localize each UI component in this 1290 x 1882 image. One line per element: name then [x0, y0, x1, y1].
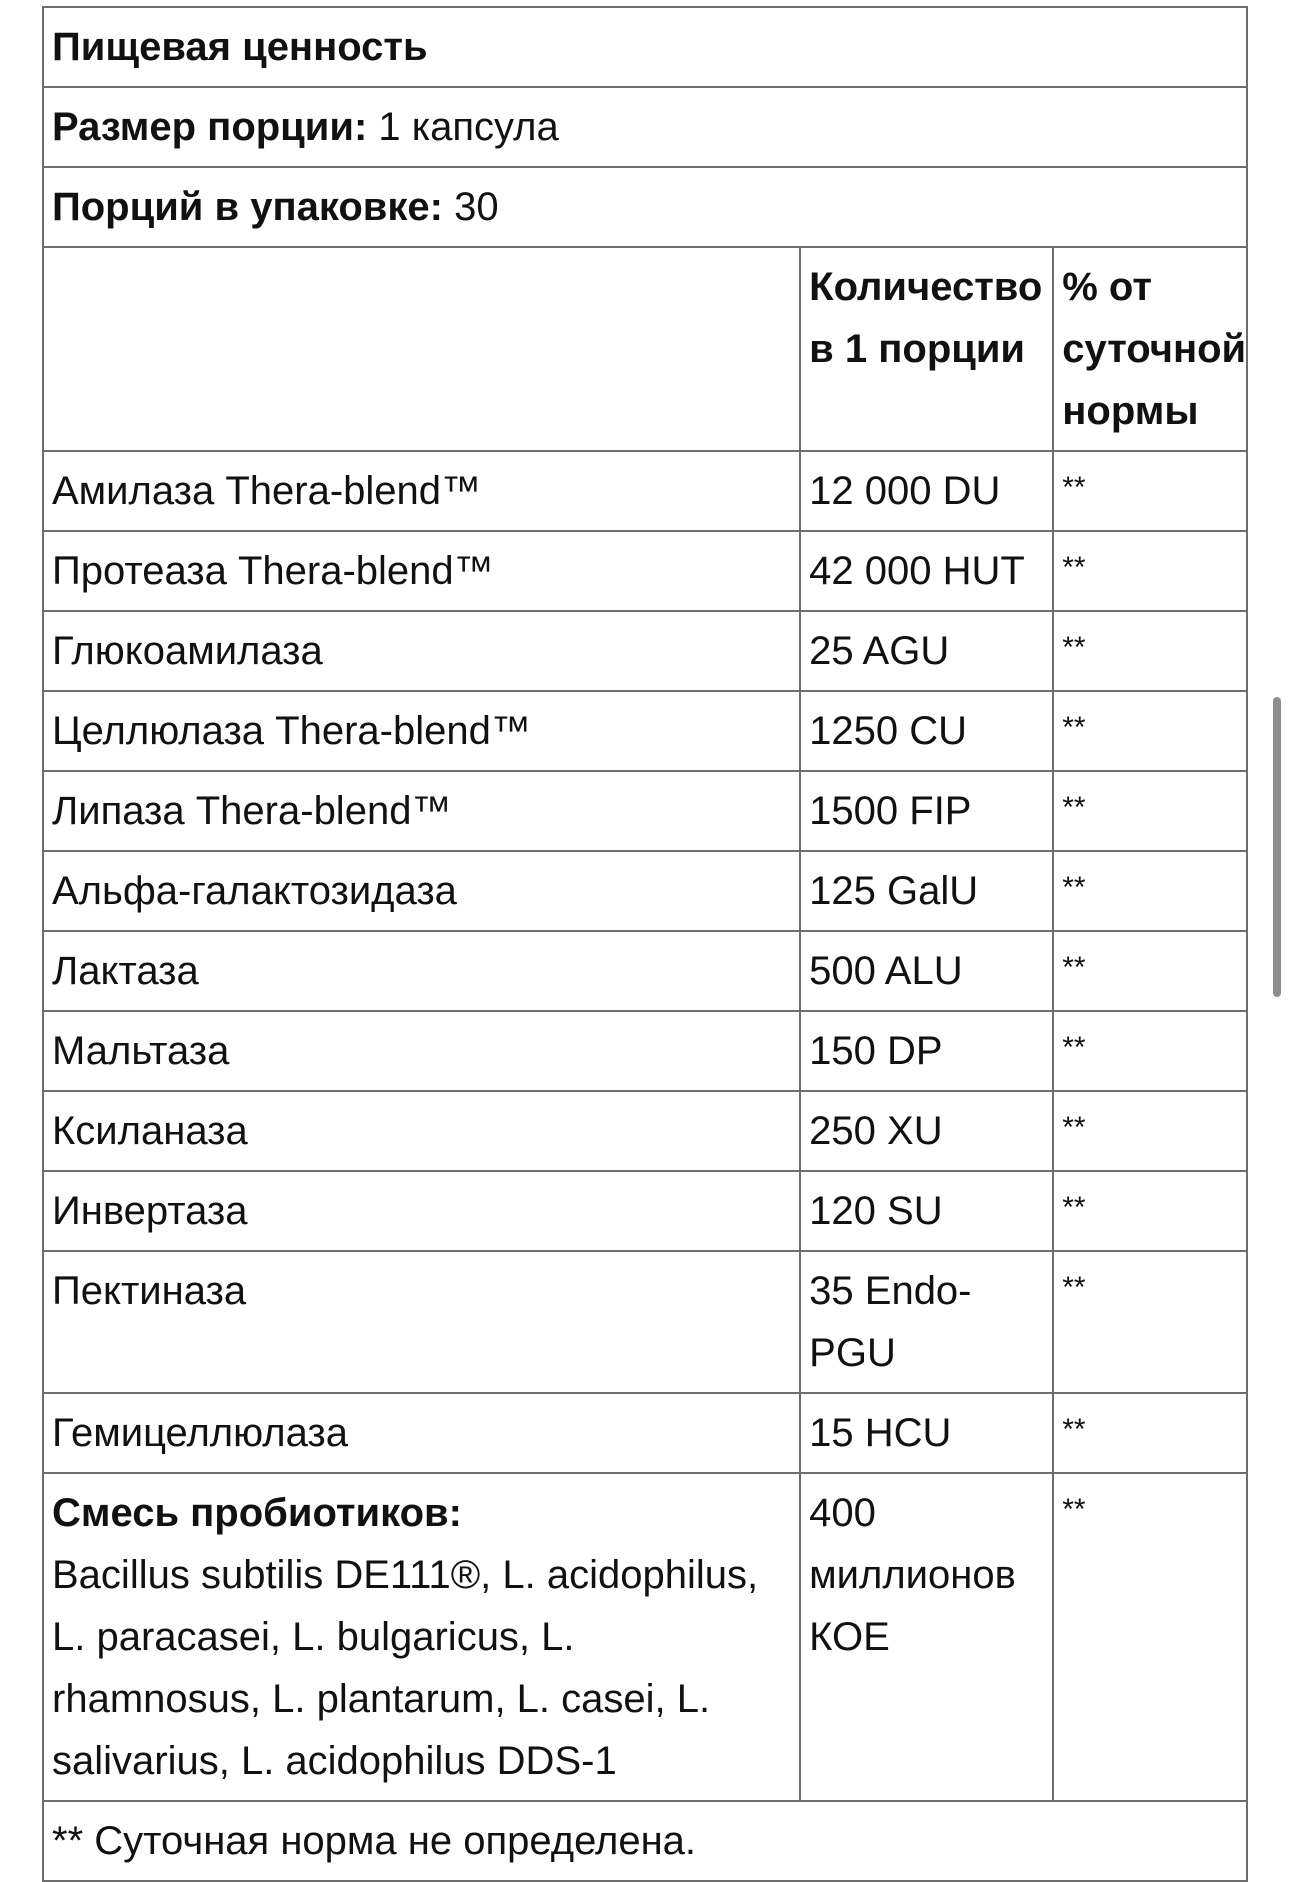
probiotic-title: Смесь пробиотиков: — [52, 1491, 462, 1535]
column-header-row — [43, 247, 1247, 451]
nutrient-name: Амилаза Thera-blend™ — [43, 451, 800, 531]
nutrient-daily-value: ** — [1053, 611, 1247, 691]
nutrient-row — [43, 771, 1247, 851]
probiotic-amount: 400 миллионов КОЕ — [800, 1473, 1053, 1801]
nutrient-name: Глюкоамилаза — [43, 611, 800, 691]
nutrient-daily-value: ** — [1053, 1393, 1247, 1473]
nutrient-name: Лактаза — [43, 931, 800, 1011]
servings-per-container-row — [43, 167, 1247, 247]
nutrient-row — [43, 611, 1247, 691]
nutrient-name: Ксиланаза — [43, 1091, 800, 1171]
nutrient-name: Мальтаза — [43, 1011, 800, 1091]
nutrient-daily-value: ** — [1053, 1171, 1247, 1251]
nutrient-name: Инвертаза — [43, 1171, 800, 1251]
probiotic-daily-value: ** — [1053, 1473, 1247, 1801]
nutrient-amount: 150 DP — [800, 1011, 1053, 1091]
nutrient-row — [43, 1011, 1247, 1091]
nutrient-amount: 42 000 HUT — [800, 531, 1053, 611]
nutrient-amount: 500 ALU — [800, 931, 1053, 1011]
probiotic-strain-list: Bacillus subtilis DE111®, L. acidophilus, L. paracasei, L. bulgaricus, L. rhamnosus, L. plantarum, L. casei, L. salivarius, L. acidophilus DDS-1 — [52, 1553, 759, 1783]
nutrient-row — [43, 931, 1247, 1011]
nutrient-name: Протеаза Thera-blend™ — [43, 531, 800, 611]
nutrient-row — [43, 1393, 1247, 1473]
nutrient-row — [43, 1091, 1247, 1171]
nutrient-name: Альфа-галактозидаза — [43, 851, 800, 931]
nutrient-name: Липаза Thera-blend™ — [43, 771, 800, 851]
nutrient-name: Гемицеллюлаза — [43, 1393, 800, 1473]
nutrient-name: Пектиназа — [43, 1251, 800, 1393]
servings-value: 30 — [454, 185, 499, 229]
panel-title: Пищевая ценность — [43, 7, 1247, 87]
nutrient-amount: 250 XU — [800, 1091, 1053, 1171]
nutrient-daily-value: ** — [1053, 451, 1247, 531]
nutrient-row — [43, 851, 1247, 931]
nutrient-rows — [43, 451, 1247, 1473]
nutrient-row — [43, 451, 1247, 531]
title-row — [43, 7, 1247, 87]
nutrient-amount: 25 AGU — [800, 611, 1053, 691]
probiotic-cell — [43, 1473, 800, 1801]
nutrient-name: Целлюлаза Thera-blend™ — [43, 691, 800, 771]
serving-size-label: Размер порции: — [52, 105, 368, 149]
nutrient-daily-value: ** — [1053, 1091, 1247, 1171]
nutrient-row — [43, 1251, 1247, 1393]
nutrient-daily-value: ** — [1053, 1011, 1247, 1091]
nutrition-facts-panel — [42, 6, 1248, 1882]
header-amount: Количество в 1 порции — [800, 247, 1053, 451]
nutrient-amount: 15 HCU — [800, 1393, 1053, 1473]
scrollbar-thumb[interactable] — [1273, 697, 1281, 997]
nutrient-row — [43, 531, 1247, 611]
nutrient-daily-value: ** — [1053, 531, 1247, 611]
serving-size-value: 1 капсула — [378, 105, 559, 149]
nutrient-amount: 125 GalU — [800, 851, 1053, 931]
nutrient-daily-value: ** — [1053, 851, 1247, 931]
footnote: ** Суточная норма не определена. — [43, 1801, 1247, 1881]
probiotic-row — [43, 1473, 1247, 1801]
nutrient-row — [43, 691, 1247, 771]
nutrient-amount: 1500 FIP — [800, 771, 1053, 851]
nutrient-amount: 120 SU — [800, 1171, 1053, 1251]
nutrient-row — [43, 1171, 1247, 1251]
header-empty-cell — [43, 247, 800, 451]
nutrient-daily-value: ** — [1053, 691, 1247, 771]
header-daily-value: % от суточной нормы — [1053, 247, 1247, 451]
nutrient-amount: 12 000 DU — [800, 451, 1053, 531]
nutrient-daily-value: ** — [1053, 931, 1247, 1011]
servings-label: Порций в упаковке: — [52, 185, 443, 229]
nutrient-amount: 1250 CU — [800, 691, 1053, 771]
nutrient-amount: 35 Endo-PGU — [800, 1251, 1053, 1393]
nutrition-table — [42, 6, 1248, 1882]
nutrient-daily-value: ** — [1053, 771, 1247, 851]
serving-size-row — [43, 87, 1247, 167]
footnote-row — [43, 1801, 1247, 1881]
nutrient-daily-value: ** — [1053, 1251, 1247, 1393]
